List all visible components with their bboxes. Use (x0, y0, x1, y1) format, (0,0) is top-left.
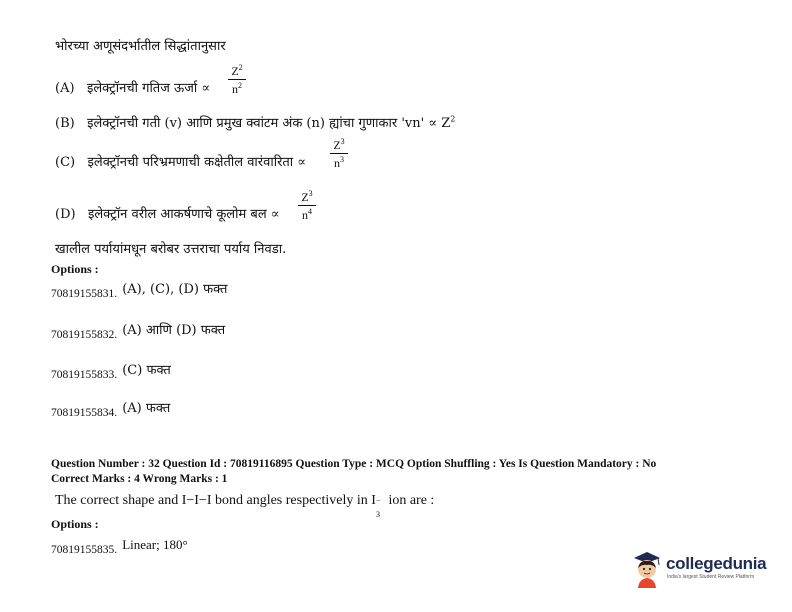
ion-subscript: 3 (375, 510, 380, 519)
option-text: Linear; 180° (122, 537, 188, 552)
statement-d-text: इलेक्ट्रॉन वरील आकर्षणाचे कूलोम बल ∝ (87, 207, 280, 222)
question-header: Question Number : 32 Question Id : 70819116895 Question Type : MCQ Option Shuffling : Yes Is Question Mandatory : No (51, 458, 657, 470)
options-label: Options : (51, 262, 99, 276)
statement-b-exp: 2 (450, 114, 456, 124)
statement-a-label: (A) (55, 81, 75, 96)
option-id: 70819155831. (51, 288, 118, 300)
ion-charge: − (375, 496, 381, 505)
fraction-c-den-exp: 3 (340, 155, 344, 164)
marks-header: Correct Marks : 4 Wrong Marks : 1 (51, 473, 228, 485)
option-id: 70819155834. (51, 407, 118, 419)
question-text (55, 493, 435, 519)
question-instruction: खालील पर्यायांमधून बरोबर उत्तराचा पर्याय निवडा. (55, 242, 287, 257)
fraction-c-den: n (334, 156, 340, 170)
fraction-d (298, 190, 316, 221)
option-id: 70819155833. (51, 369, 118, 381)
option-row[interactable] (51, 323, 225, 342)
option-text: (C) फक्त (122, 363, 171, 378)
options-label: Options : (51, 517, 99, 531)
statement-d-label: (D) (55, 207, 76, 222)
fraction-d-num: Z (301, 190, 309, 204)
option-row[interactable] (51, 363, 171, 382)
fraction-c-num-exp: 3 (340, 137, 345, 146)
option-row[interactable] (51, 401, 170, 420)
fraction-a-num-exp: 2 (238, 63, 243, 72)
fraction-c-num: Z (333, 138, 341, 152)
question-intro: भोरच्या अणूसंदर्भातील सिद्धांतानुसार (55, 39, 226, 54)
fraction-a-den: n (232, 82, 238, 96)
statement-b-text: इलेक्ट्रॉनची गती (v) आणि प्रमुख क्वांटम अंक (n) ह्यांचा गुणाकार 'vn' ∝ Z (87, 116, 451, 131)
fraction-a-num: Z (231, 64, 239, 78)
question-text-main: The correct shape and I−I−I bond angles respectively in I (55, 493, 376, 508)
statement-c-label: (C) (55, 155, 76, 170)
statement-a-text: इलेक्ट्रॉनची गतिज ऊर्जा ∝ (86, 81, 211, 96)
statement-b (55, 113, 455, 131)
option-id: 70819155835. (51, 544, 118, 556)
statement-d (55, 204, 280, 222)
option-text: (A) फक्त (122, 401, 171, 416)
brand-tagline: India's largest Student Review Platform (667, 574, 755, 580)
fraction-c (330, 138, 348, 169)
mascot-icon (630, 548, 664, 588)
fraction-a-den-exp: 2 (238, 81, 242, 90)
collegedunia-logo (630, 548, 767, 588)
option-row[interactable] (51, 282, 227, 301)
question-text-end: ion are : (384, 493, 435, 508)
statement-b-label: (B) (55, 116, 75, 131)
option-row[interactable] (51, 538, 188, 557)
brand-name: collegedunia (666, 554, 767, 573)
fraction-d-num-exp: 3 (308, 189, 313, 198)
fraction-a (228, 64, 246, 95)
option-text: (A) आणि (D) फक्त (122, 323, 226, 338)
statement-c-text: इलेक्ट्रॉनची परिभ्रमणाची कक्षेतील वारंवारिता ∝ (87, 155, 307, 170)
statement-c (55, 152, 306, 170)
option-text: (A), (C), (D) फक्त (122, 282, 228, 297)
fraction-d-den: n (302, 208, 308, 222)
statement-a (55, 78, 210, 96)
option-id: 70819155832. (51, 329, 118, 341)
fraction-d-den-exp: 4 (308, 207, 312, 216)
